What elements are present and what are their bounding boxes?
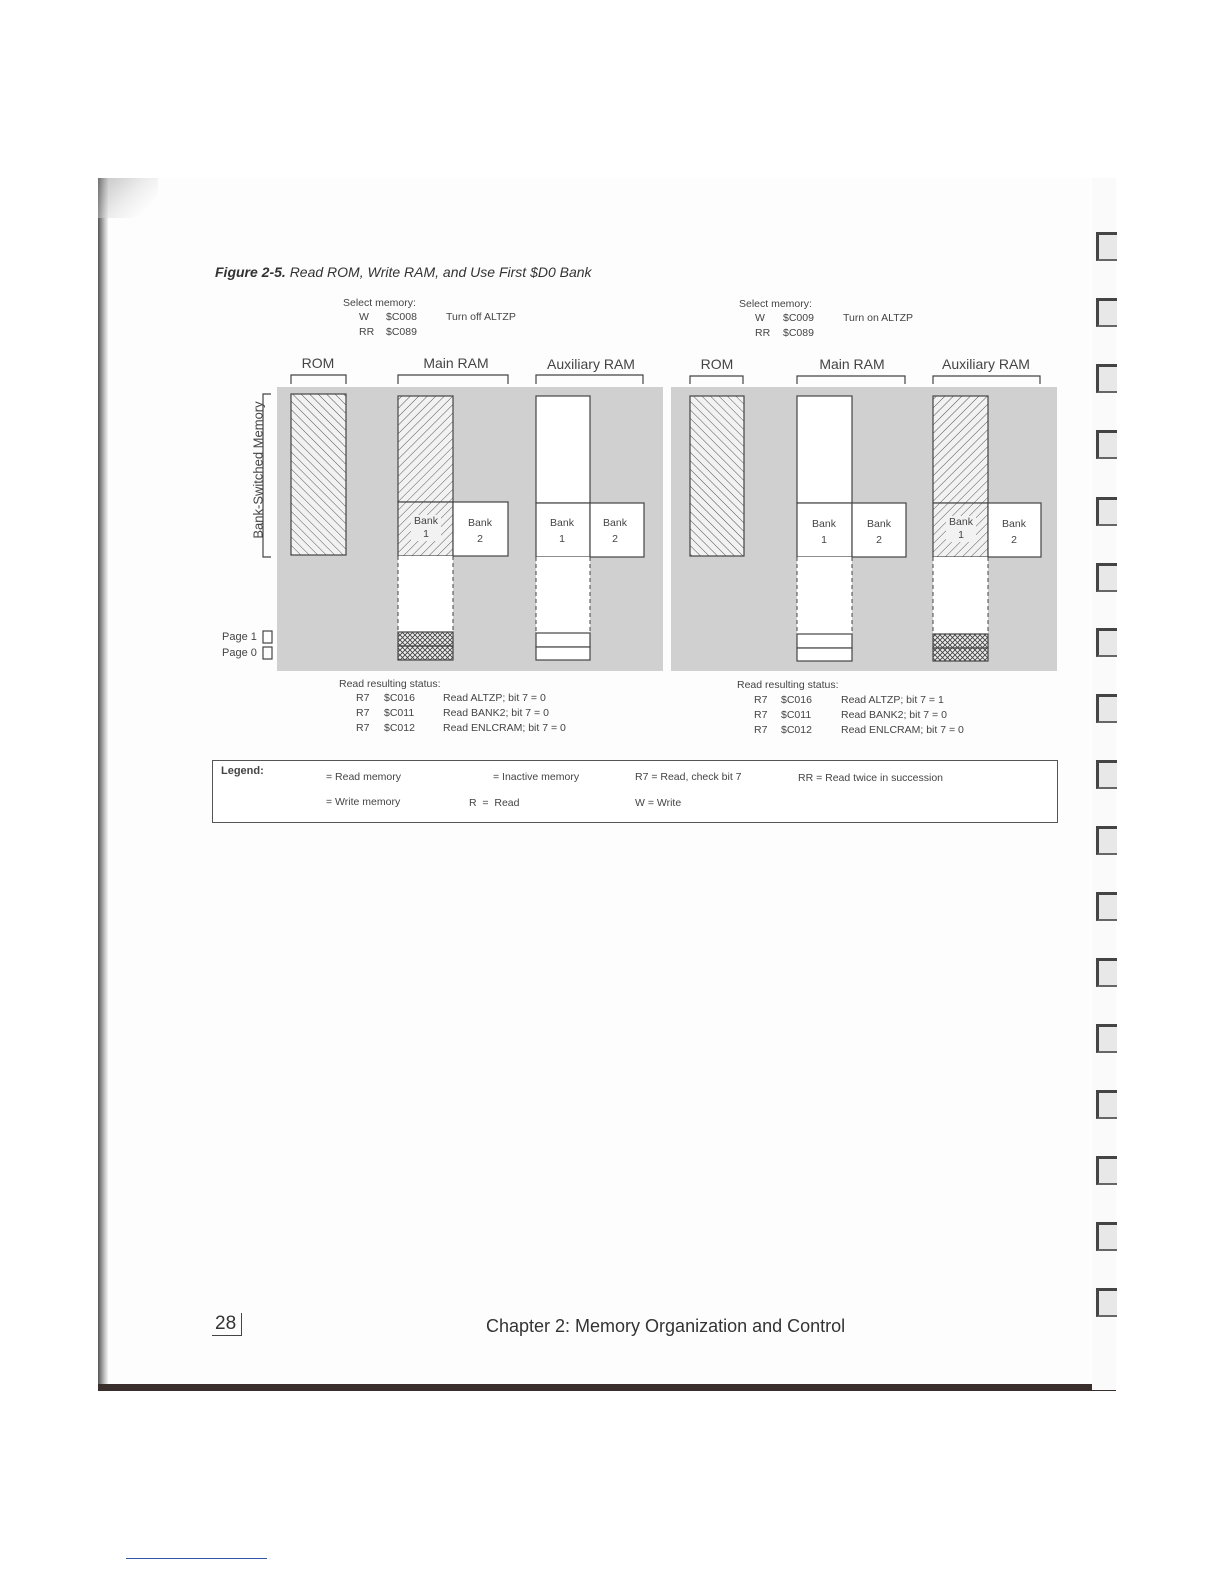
left-status-op-3: R7 [356, 722, 370, 734]
legend-title: Legend: [221, 765, 264, 777]
bottom-rule [126, 1558, 267, 1559]
bank-switched-axis-label: Bank-Switched Memory [250, 401, 266, 539]
chapter-title: Chapter 2: Memory Organization and Control [486, 1316, 846, 1336]
bank-word: Bank [1002, 518, 1026, 530]
right-status-op-1: R7 [754, 694, 768, 706]
right-select-note-1: Turn on ALTZP [843, 312, 914, 324]
page0-label: Page 0 [222, 647, 257, 659]
right-select-op-1: W [755, 312, 765, 324]
binding-ring [1096, 694, 1117, 723]
bank-number: 1 [958, 529, 964, 541]
left-status-addr-3: $C012 [384, 722, 415, 734]
right-main-bank1-label [810, 516, 838, 548]
left-select-addr-1: $C008 [386, 311, 417, 323]
bank-word: Bank [812, 518, 836, 530]
binding-ring [1096, 760, 1117, 789]
figure-caption-text: Read ROM, Write RAM, and Use First $D0 Bank [289, 264, 592, 280]
legend-box [212, 760, 1058, 823]
left-aux-lower-block [536, 557, 590, 633]
legend-read: R = Read [469, 797, 520, 809]
binding-ring [1096, 1222, 1117, 1251]
left-aux-bank1-label [548, 515, 576, 547]
left-select-op-2: RR [359, 326, 375, 338]
binding-ring [1096, 430, 1117, 459]
page-number: 28 [212, 1313, 242, 1336]
right-column-brackets [690, 376, 1040, 384]
right-status-addr-3: $C012 [781, 724, 812, 736]
left-status-note-3: Read ENLCRAM; bit 7 = 0 [443, 722, 566, 734]
right-status-title: Read resulting status: [737, 679, 839, 691]
left-status-note-2: Read BANK2; bit 7 = 0 [443, 707, 549, 719]
left-aux-ram-label: Auxiliary RAM [547, 356, 635, 372]
legend-inactive-memory: = Inactive memory [493, 771, 580, 783]
bank-number: 1 [423, 528, 429, 540]
legend-read-memory: = Read memory [326, 771, 401, 783]
legend-write-memory: = Write memory [326, 796, 401, 808]
right-select-addr-1: $C009 [783, 312, 814, 324]
binding-ring [1096, 364, 1117, 393]
left-status-title: Read resulting status: [339, 678, 441, 690]
left-aux-page1 [536, 633, 590, 647]
bank-word: Bank [867, 518, 891, 530]
left-aux-upper-block [536, 396, 590, 503]
right-aux-page0 [933, 648, 988, 661]
right-main-upper-block [797, 396, 852, 503]
right-status-note-2: Read BANK2; bit 7 = 0 [841, 709, 947, 721]
left-main-page0 [398, 646, 453, 660]
left-aux-bank2-label [601, 515, 629, 547]
left-status-addr-1: $C016 [384, 692, 415, 704]
right-status-note-1: Read ALTZP; bit 7 = 1 [841, 694, 944, 706]
right-aux-page1 [933, 634, 988, 648]
left-main-upper-block [398, 396, 453, 502]
bank-switched-bracket [263, 394, 272, 659]
left-status-op-2: R7 [356, 707, 370, 719]
right-main-page1 [797, 634, 852, 648]
right-aux-upper-block [933, 396, 988, 503]
figure-number: Figure 2-5. [215, 264, 286, 280]
right-select-op-2: RR [755, 327, 771, 339]
right-aux-bank1-label [946, 516, 976, 542]
binding-ring [1096, 826, 1117, 855]
right-status-note-3: Read ENLCRAM; bit 7 = 0 [841, 724, 964, 736]
left-column-brackets [291, 375, 643, 384]
left-main-page1 [398, 632, 453, 646]
bank-number: 1 [559, 533, 565, 545]
right-main-bank2-label [865, 516, 893, 548]
left-status-note-1: Read ALTZP; bit 7 = 0 [443, 692, 546, 704]
left-main-bank2-label [466, 515, 494, 547]
bank-word: Bank [550, 517, 574, 529]
binding-ring [1096, 1288, 1117, 1317]
bank-word: Bank [414, 515, 438, 527]
page1-label: Page 1 [222, 631, 257, 643]
left-main-bank1-label [411, 515, 441, 541]
binding-ring [1096, 563, 1117, 592]
legend-read-check: R7 = Read, check bit 7 [635, 771, 742, 783]
bank-number: 2 [477, 533, 483, 545]
binding-ring [1096, 497, 1117, 526]
binding-ring [1096, 1024, 1117, 1053]
legend-write: W = Write [635, 797, 682, 809]
bank-word: Bank [468, 517, 492, 529]
left-main-lower-block [398, 556, 453, 632]
right-status-op-3: R7 [754, 724, 768, 736]
right-status-op-2: R7 [754, 709, 768, 721]
binding-ring [1096, 232, 1117, 261]
binding-ring [1096, 298, 1117, 327]
right-aux-bank2-label [1000, 516, 1028, 548]
bank-number: 1 [821, 534, 827, 546]
right-status-addr-2: $C011 [781, 709, 812, 721]
binding-ring [1096, 892, 1117, 921]
right-aux-lower-block [933, 557, 988, 634]
bank-number: 2 [1011, 534, 1017, 546]
left-select-addr-2: $C089 [386, 326, 417, 338]
left-status-addr-2: $C011 [384, 707, 415, 719]
left-select-note-1: Turn off ALTZP [446, 311, 516, 323]
left-status-op-1: R7 [356, 692, 370, 704]
right-aux-ram-label: Auxiliary RAM [942, 356, 1030, 372]
left-select-title: Select memory: [343, 297, 416, 309]
bank-number: 2 [876, 534, 882, 546]
bank-number: 2 [612, 533, 618, 545]
right-select-title: Select memory: [739, 298, 812, 310]
right-main-page0 [797, 648, 852, 661]
bank-word: Bank [603, 517, 627, 529]
legend-read-twice: RR = Read twice in succession [798, 772, 944, 784]
left-main-ram-label: Main RAM [423, 355, 489, 371]
bank-word: Bank [949, 516, 973, 528]
right-select-addr-2: $C089 [783, 327, 814, 339]
right-rom-block [690, 396, 744, 556]
right-main-ram-label: Main RAM [819, 356, 885, 372]
right-main-lower-block [797, 557, 852, 634]
left-aux-page0 [536, 647, 590, 660]
binding-ring [1096, 1156, 1117, 1185]
right-status-addr-1: $C016 [781, 694, 812, 706]
left-rom-block [291, 394, 346, 555]
binding-ring [1096, 628, 1117, 657]
binding-ring [1096, 958, 1117, 987]
right-rom-label: ROM [700, 356, 734, 372]
binding-ring [1096, 1090, 1117, 1119]
left-select-op-1: W [359, 311, 369, 323]
left-rom-label: ROM [301, 355, 335, 371]
